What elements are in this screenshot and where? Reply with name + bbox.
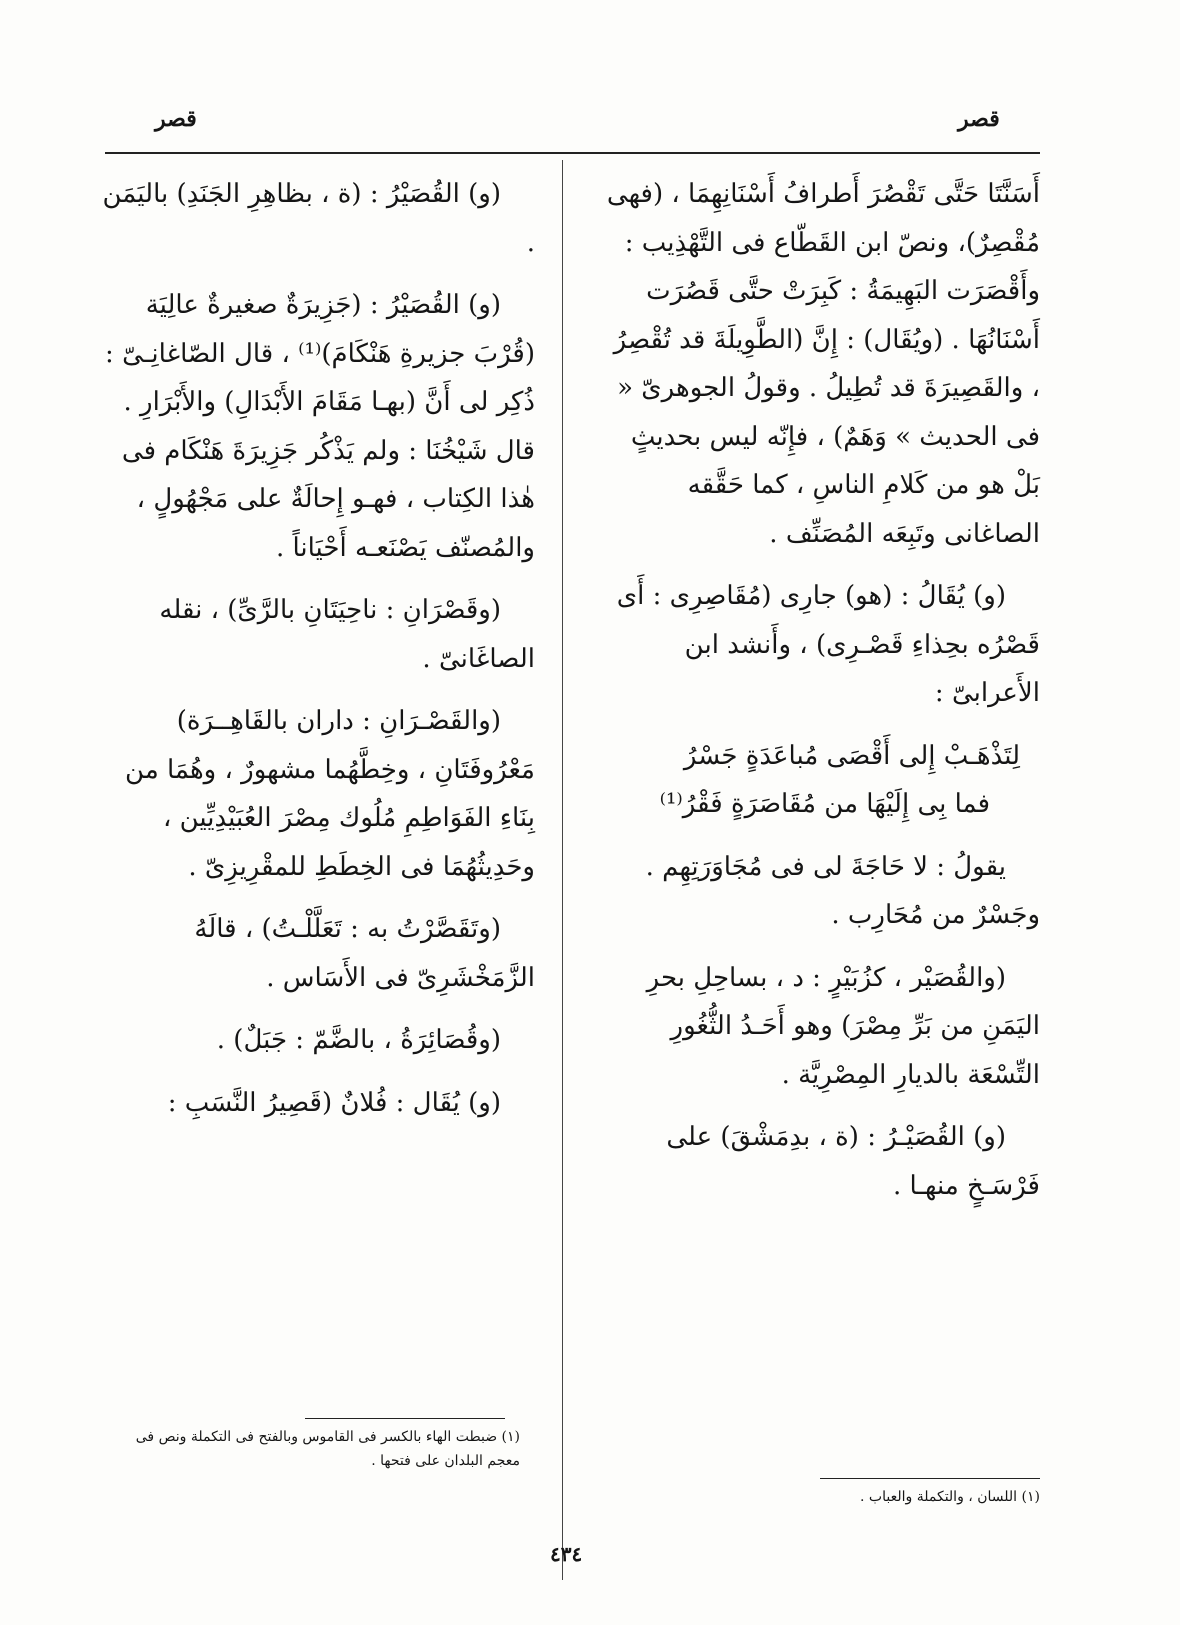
running-header-right: قصر: [958, 106, 1000, 132]
left-column: [100, 170, 535, 1141]
paragraph: (و) القُصَيْرُ : (جَزِيرَةٌ صغيرةٌ عالِيَة (قُرْبَ جزيرةِ هَنْكَامَ)⁽¹⁾ ، قال الصّاغانِـىّ : ذُكِر لى أَنَّ (بهـا مَقَامَ الأَبْدَالِ) والأَبْرَارِ . قال شَيْخُنَا : ولم يَذْكُر جَزِيرَةَ هَنْكَام فى هٰذا الكِتاب ، فهـو إِحالَةٌ على مَجْهُولٍ ، والمُصنّف يَصْنَعـه أَحْيَاناً .: [105, 290, 535, 563]
footnote-rule-right: [820, 1478, 1040, 1479]
header-rule: [105, 152, 1040, 154]
paragraph: (والقُصَيْر ، كزُبَيْرٍ : د ، بساحِلِ بحرِ اليَمَنِ من بَرِّ مِصْرَ) وهو أَحَـدُ الثُّغُورِ التِّسْعَة بالديارِ المِصْرِيَّة .: [646, 962, 1040, 1090]
paragraph: (و) يُقَالُ : (هو) جارِى (مُقَاصِرِى : أَى قَصْرُه بحِذاءِ قَصْـرِى) ، وأَنشد ابن الأَعرابىّ :: [616, 581, 1040, 708]
column-divider: [562, 160, 563, 1580]
page-number: ٤٣٤: [550, 1542, 583, 1566]
paragraph: (و) القُصَيْرُ : (ة ، بظاهِرِ الجَنَدِ) باليَمَن .: [102, 179, 535, 258]
verse-line: فما بِى إِلَيْهَا من مُقَاصَرَةٍ فَقْرُ⁽¹⁾: [659, 789, 990, 819]
paragraph: (وقَصْرَانِ : ناحِيَتَانِ بالرَّىِّ) ، نقله الصاغَانىّ .: [159, 595, 535, 674]
paragraph: (وقُصَائِرَةُ ، بالضَّمّ : جَبَلٌ) .: [216, 1025, 501, 1055]
paragraph: يقولُ : لا حَاجَةَ لى فى مُجَاوَرَتِهِم . وجَسْرٌ من مُحَارِب .: [645, 851, 1040, 930]
paragraph: (والقَصْـرَانِ : داران بالقَاهِــرَة) مَعْرُوفَتَانِ ، وخِطَّهُما مشهورٌ ، وهُمَا من بِنَاءِ الفَوَاطِمِ مُلُوك مِصْرَ العُبَيْدِيِّين ، وحَدِيثُهُمَا فى الخِطَطِ للمقْرِيزِىّ .: [125, 706, 535, 882]
footnote-rule-left: [305, 1418, 505, 1419]
footnote-left: (١) ضبطت الهاء بالكسر فى القاموس وبالفتح فى التكملة ونص فى معجم البلدان على فتحها .: [135, 1429, 520, 1469]
verse-line: لِتَذْهَـبْ إِلى أَقْصَى مُباعَدَةٍ جَسْرُ: [683, 740, 1020, 771]
running-header-left: قصر: [155, 106, 197, 132]
paragraph: أَسَنَّتَا حَتَّى تَقْصُرَ أَطرافُ أَسْنَانِهِمَا ، (فهى مُقْصِرٌ)، ونصّ ابن القَطّاع فى التَّهْذِيب : وأَقْصَرَت البَهِيمَةُ : كَبِرَتْ حتَّى قَصُرَت أَسْنَانُهَا . (ويُقَال) : إِنَّ (الطَّوِيلَةَ قد تُقْصِرُ ، والقَصِيرَةَ قد تُطِيلُ . وقولُ الجوهرىّ « فى الحديث » وَهَمٌ) ، فإِنّه ليس بحديثٍ بَلْ هو من كَلامِ الناسِ ، كما حَقَّقه الصاغانى وتَبِعَه المُصَنِّف .: [606, 179, 1040, 549]
paragraph: (و) القُصَيْـرُ : (ة ، بدِمَشْقَ) على فَرْسَـخٍ منهـا .: [666, 1122, 1040, 1201]
paragraph: (و) يُقَال : فُلانٌ (قَصِيرُ النَّسَبِ :: [167, 1087, 501, 1118]
footnote-right: (١) اللسان ، والتكملة والعباب .: [860, 1489, 1040, 1505]
right-column: [600, 170, 1040, 1224]
paragraph: (وتَقَصَّرْتُ به : تَعَلَّلْـتُ) ، قالَهُ الزَّمَخْشَرِىّ فى الأَسَاس .: [194, 914, 535, 993]
